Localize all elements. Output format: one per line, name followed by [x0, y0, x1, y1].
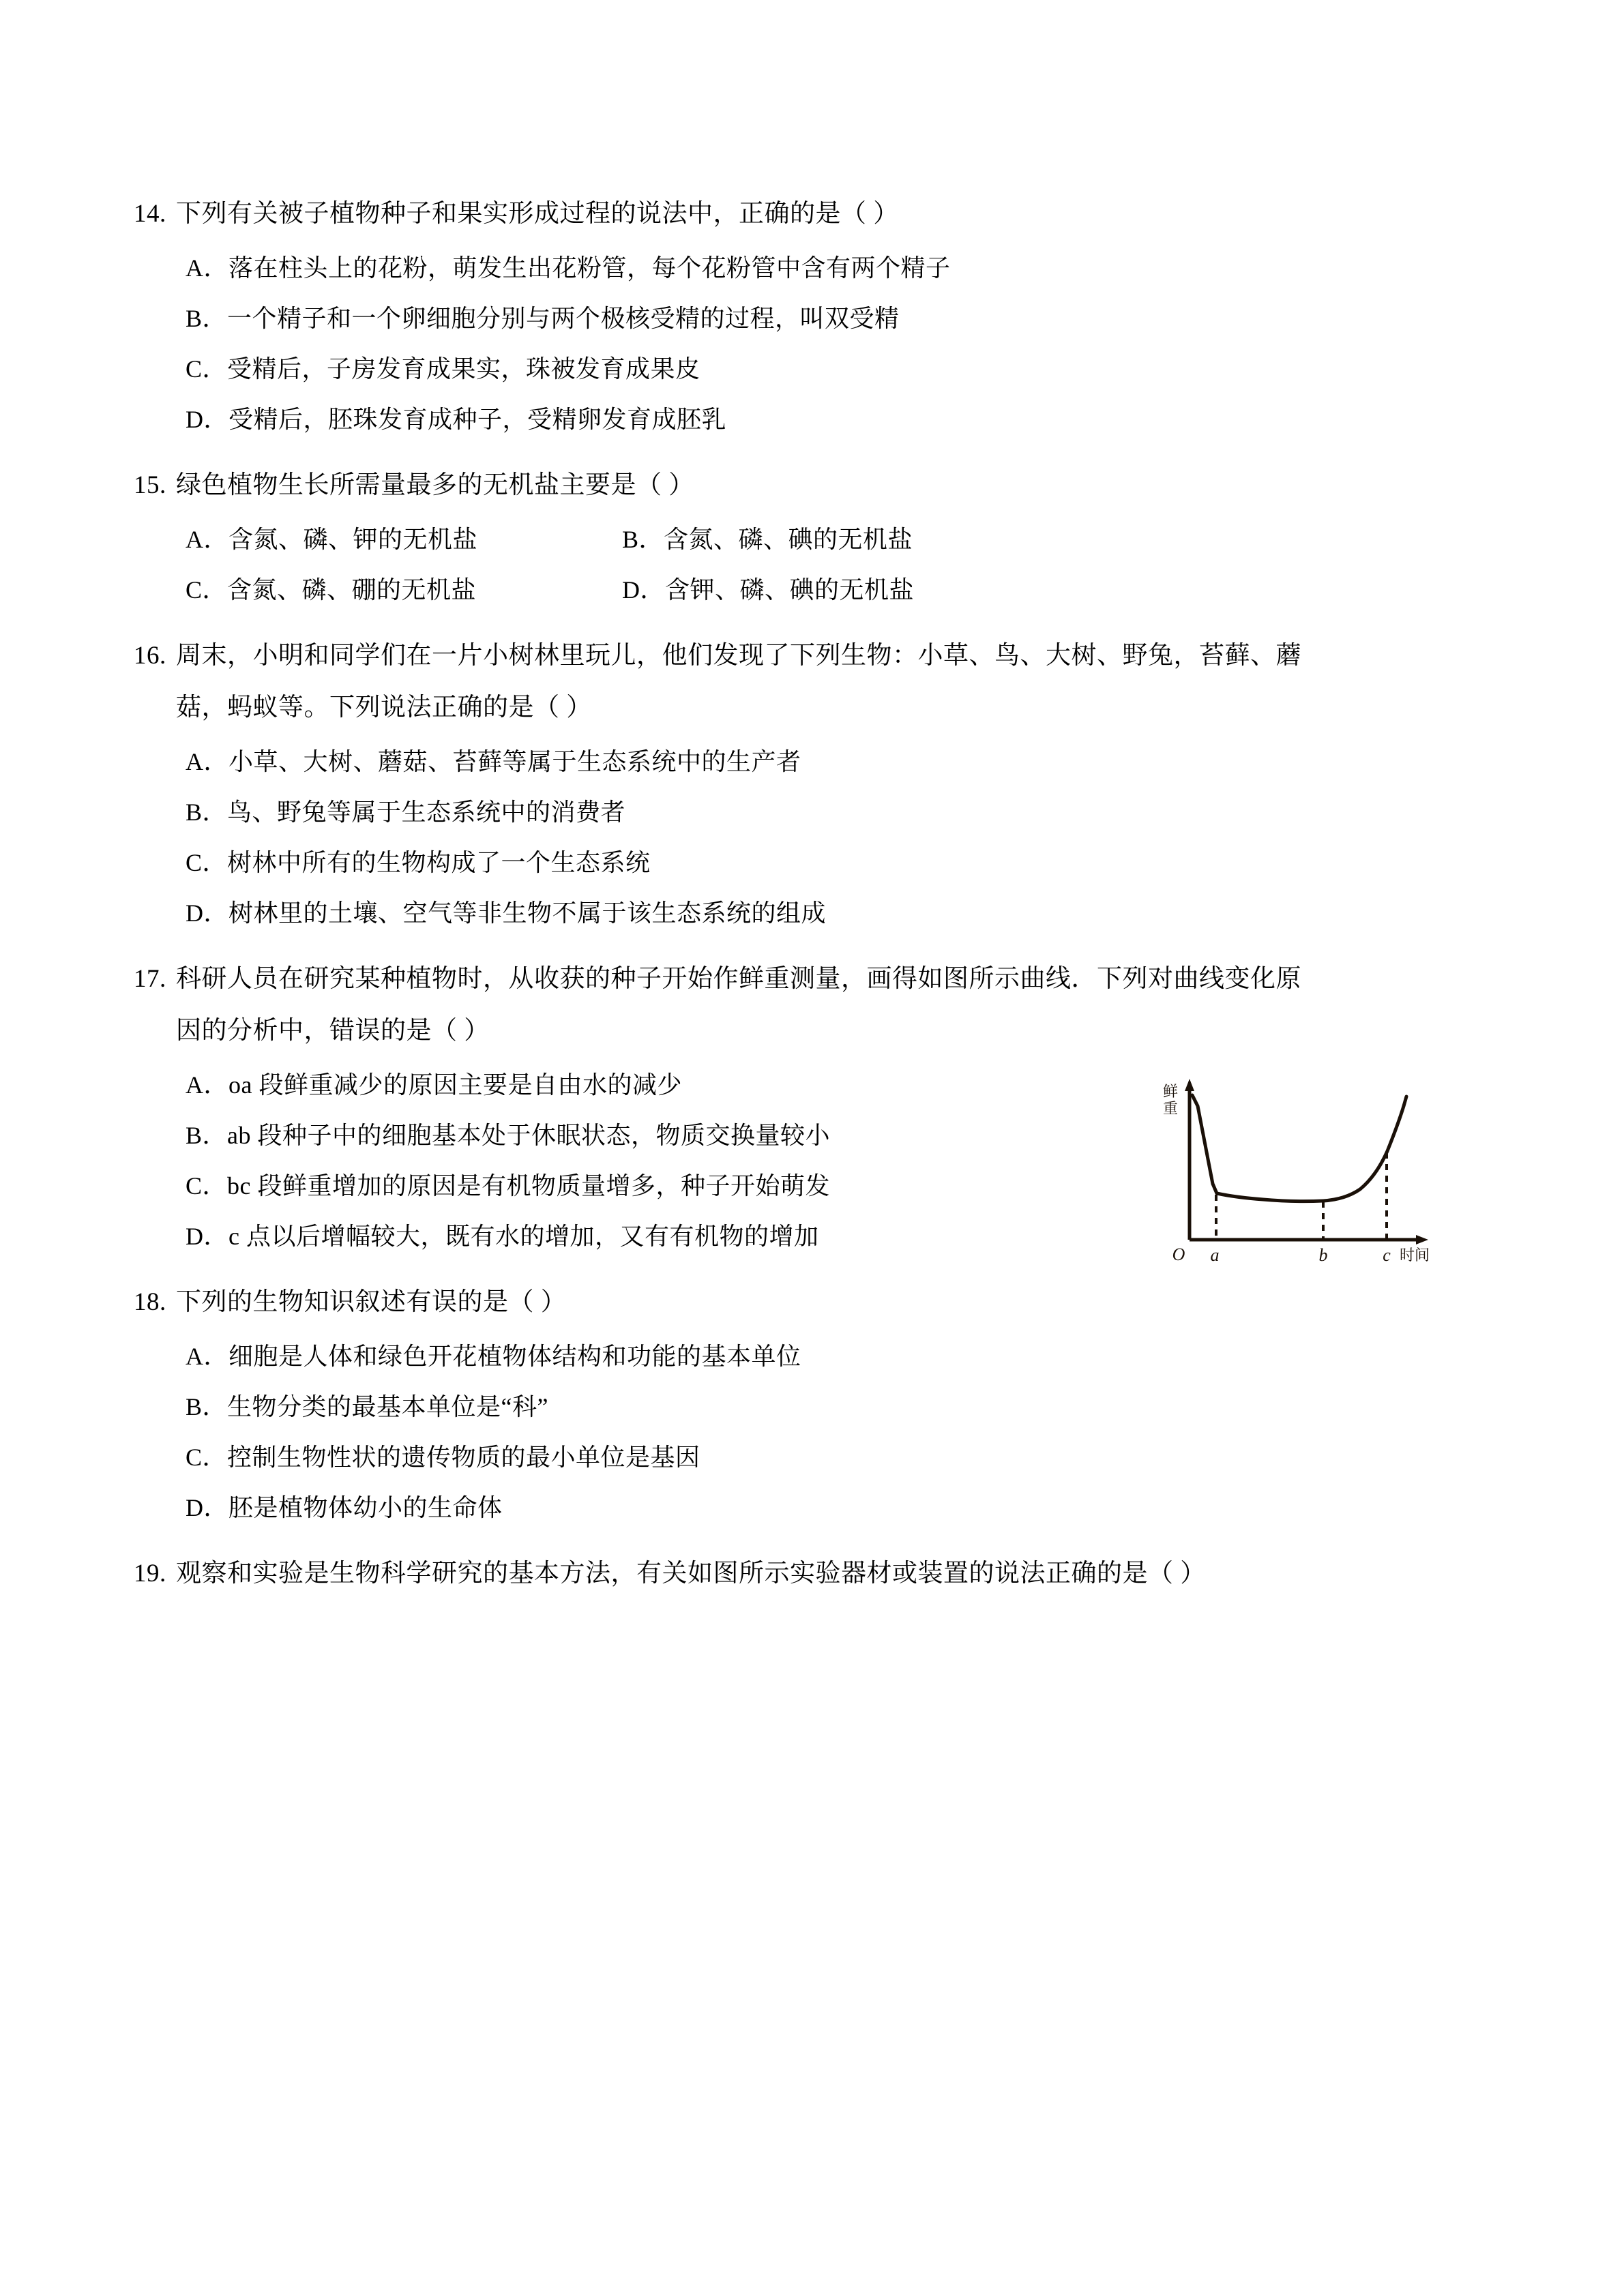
option-text: 小草、大树、蘑菇、苔藓等属于生态系统中的生产者: [228, 748, 801, 775]
option-letter: C．: [186, 849, 228, 876]
question-14-option-c[interactable]: [186, 344, 1471, 394]
question-14-number: 14.: [134, 200, 166, 228]
question-19: [134, 1548, 1471, 1600]
question-15-option-d[interactable]: [622, 565, 1059, 615]
option-text: bc 段鲜重增加的原因是有机物质量增多，种子开始萌发: [227, 1172, 830, 1199]
question-17-option-c[interactable]: [186, 1161, 1161, 1211]
question-16-option-c[interactable]: [186, 837, 1471, 888]
question-17-option-a[interactable]: [186, 1060, 1161, 1110]
option-text: 受精后，子房发育成果实，珠被发育成果皮: [227, 355, 700, 383]
option-text: oa 段鲜重减少的原因主要是自由水的减少: [228, 1071, 682, 1099]
option-text: 含氮、磷、碘的无机盐: [664, 526, 913, 553]
question-18-option-a[interactable]: [186, 1331, 1471, 1382]
option-letter: A．: [186, 1071, 228, 1099]
option-text: 落在柱头上的花粉，萌发生出花粉管，每个花粉管中含有两个精子: [228, 254, 951, 282]
option-letter: A．: [186, 748, 228, 775]
option-text: ab 段种子中的细胞基本处于休眠状态，物质交换量较小: [227, 1122, 830, 1149]
question-15-number: 15.: [134, 471, 166, 499]
option-letter: C．: [186, 1172, 228, 1199]
question-15-option-c[interactable]: [186, 565, 622, 615]
option-text: c 点以后增幅较大，既有水的增加，又有有机物的增加: [228, 1223, 819, 1250]
option-row-cd: [186, 565, 1471, 615]
fresh-weight-curve: [1192, 1095, 1406, 1202]
fresh-weight-curve-chart: [1147, 1068, 1447, 1266]
question-16-stem: [134, 630, 1471, 734]
question-14-option-a[interactable]: [186, 243, 1471, 293]
option-text: 胚是植物体幼小的生命体: [228, 1494, 503, 1521]
question-17-option-b[interactable]: [186, 1110, 1161, 1161]
question-17-number: 17.: [134, 965, 166, 993]
option-letter: A．: [186, 1343, 228, 1370]
x-axis-arrow: [1416, 1235, 1428, 1244]
option-text: 受精后，胚珠发育成种子，受精卵发育成胚乳: [228, 406, 727, 433]
question-18: [134, 1277, 1471, 1533]
option-letter: D．: [186, 406, 228, 433]
option-letter: D．: [186, 1223, 228, 1250]
option-letter: D．: [186, 1494, 228, 1521]
option-text: 树林里的土壤、空气等非生物不属于该生态系统的组成: [228, 899, 827, 927]
question-16-options: [134, 736, 1471, 938]
question-17-stem: [134, 953, 1471, 1057]
question-16-number: 16.: [134, 642, 166, 670]
question-16: [134, 630, 1471, 938]
question-16-option-b[interactable]: [186, 787, 1471, 837]
option-text: 含氮、磷、硼的无机盐: [227, 576, 477, 603]
question-15-option-b[interactable]: [622, 514, 1059, 565]
x-tick-label-c: c: [1383, 1245, 1391, 1265]
question-19-stem-text: 观察和实验是生物科学研究的基本方法，有关如图所示实验器材或装置的说法正确的是（ ）: [176, 1560, 1206, 1587]
question-15-options: [134, 514, 1471, 615]
question-17-options: [134, 1060, 1161, 1262]
option-text: 一个精子和一个卵细胞分别与两个极核受精的过程，叫双受精: [227, 305, 900, 332]
question-15-stem: [134, 460, 1471, 511]
question-18-option-c[interactable]: [186, 1432, 1471, 1482]
question-16-stem-line1: 周末，小明和同学们在一片小树林里玩儿，他们发现了下列生物：小草、鸟、大树、野兔，苔藓、蘑: [176, 642, 1301, 670]
question-16-option-d[interactable]: [186, 888, 1471, 938]
option-letter: A．: [186, 254, 228, 282]
question-17-option-d[interactable]: [186, 1211, 1161, 1262]
question-17-figure: [1147, 1068, 1447, 1266]
x-axis-label: 时间: [1399, 1247, 1430, 1264]
question-17-stem-line2: 因的分析中，错误的是（ ）: [176, 1017, 490, 1045]
option-row-ab: [186, 514, 1471, 565]
option-letter: B．: [186, 305, 228, 332]
option-letter: C．: [186, 355, 228, 383]
question-16-stem-line2: 菇，蚂蚁等。下列说法正确的是（ ）: [176, 694, 592, 721]
question-15: [134, 460, 1471, 615]
question-17: [134, 953, 1471, 1265]
option-text: 控制生物性状的遗传物质的最小单位是基因: [227, 1444, 700, 1471]
option-letter: D．: [622, 576, 665, 603]
question-15-stem-text: 绿色植物生长所需量最多的无机盐主要是（ ）: [176, 471, 694, 499]
question-16-option-a[interactable]: [186, 736, 1471, 787]
option-letter: B．: [186, 1393, 228, 1420]
question-18-options: [134, 1331, 1471, 1533]
option-letter: B．: [186, 799, 228, 826]
question-18-option-b[interactable]: [186, 1382, 1471, 1432]
question-18-option-d[interactable]: [186, 1482, 1471, 1533]
option-letter: B．: [186, 1122, 228, 1149]
option-letter: C．: [186, 576, 228, 603]
option-letter: C．: [186, 1444, 228, 1471]
question-14-stem: [134, 188, 1471, 240]
option-text: 生物分类的最基本单位是“科”: [227, 1393, 548, 1420]
option-letter: D．: [186, 899, 228, 927]
y-axis-arrow: [1185, 1079, 1194, 1091]
question-15-option-a[interactable]: [186, 514, 622, 565]
option-letter: B．: [622, 526, 664, 553]
option-text: 含钾、磷、碘的无机盐: [665, 576, 915, 603]
question-list: [134, 188, 1471, 1615]
question-17-stem-line1: 科研人员在研究某种植物时，从收获的种子开始作鲜重测量，画得如图所示曲线．下列对曲线变化原: [176, 965, 1301, 993]
option-text: 细胞是人体和绿色开花植物体结构和功能的基本单位: [228, 1343, 801, 1370]
question-19-stem: [134, 1548, 1471, 1600]
question-14-stem-text: 下列有关被子植物种子和果实形成过程的说法中，正确的是（ ）: [176, 200, 899, 228]
question-14-option-d[interactable]: [186, 394, 1471, 445]
option-text: 树林中所有的生物构成了一个生态系统: [227, 849, 651, 876]
option-letter: A．: [186, 526, 228, 553]
option-text: 鸟、野兔等属于生态系统中的消费者: [227, 799, 626, 826]
question-18-number: 18.: [134, 1288, 166, 1316]
question-14-options: [134, 243, 1471, 445]
y-axis-label-char1: 鲜重: [1162, 1083, 1179, 1117]
option-text: 含氮、磷、钾的无机盐: [228, 526, 478, 553]
question-18-stem-text: 下列的生物知识叙述有误的是（ ）: [176, 1288, 567, 1316]
x-tick-label-a: a: [1210, 1245, 1220, 1265]
question-18-stem: [134, 1277, 1471, 1328]
question-19-number: 19.: [134, 1560, 166, 1587]
origin-label: O: [1172, 1244, 1185, 1264]
question-14: [134, 188, 1471, 445]
x-tick-label-b: b: [1318, 1245, 1328, 1265]
question-14-option-b[interactable]: [186, 293, 1471, 344]
